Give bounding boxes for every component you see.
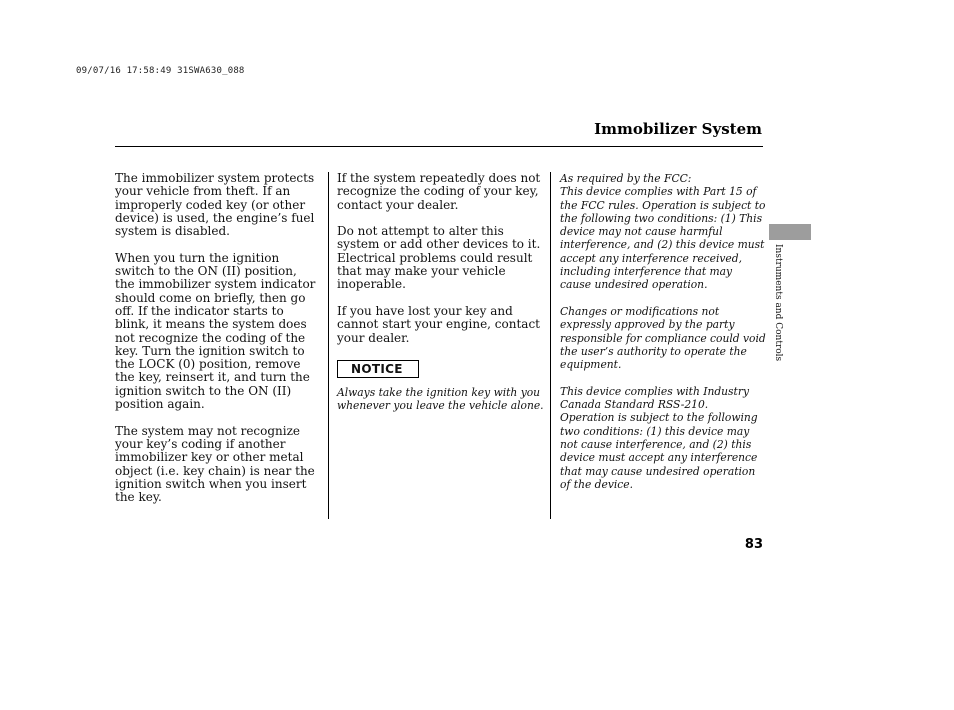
alter-paragraph: Do not attempt to alter this system or add other devices to it. Electrical problems could result that may make your vehicle inoperable. (337, 224, 541, 292)
notice-text: Always take the ignition key with you whenever you leave the vehicle alone. (337, 386, 544, 413)
column-1 (115, 172, 320, 518)
notice-label: NOTICE (337, 360, 419, 378)
fcc-block (560, 172, 766, 292)
ic-line-2: Canada Standard RSS-210. (560, 398, 709, 412)
interference-paragraph: The system may not recognize your key’s coding if another immobilizer key or other metal object (i.e. key chain) is near the ignition switch when you insert the key. (115, 423, 315, 505)
ic-line-1: This device complies with Industry (560, 384, 749, 398)
lost-key-paragraph: If you have lost your key and cannot start your engine, contact your dealer. (337, 303, 540, 345)
column-divider (328, 172, 329, 519)
fcc-heading: As required by the FCC: (560, 172, 692, 185)
column-divider (550, 172, 551, 519)
ignition-paragraph: When you turn the ignition switch to the ON (II) position, the immobilizer system indicator should come on briefly, then go off. If the indicator starts to blink, it means the system does not recognize the coding of the key. Turn the ignition switch to the LOCK (0) position, remove the key, reinsert it, and turn the ignition switch to the ON (II) position again. (115, 250, 316, 412)
intro-paragraph: The immobilizer system protects your vehicle from theft. If an improperly coded key (or other device) is used, the engine’s fuel system is disabled. (115, 171, 315, 239)
page-title: Immobilizer System (594, 120, 762, 138)
fcc-text: This device complies with Part 15 of the FCC rules. Operation is subject to the following two conditions: (1) This device may not cause harmful interference, and (2) this device must accept any interference received, including interference that may cause undesired operation. (560, 185, 766, 292)
section-side-label (771, 244, 785, 374)
page-number: 83 (744, 537, 763, 552)
column-2 (337, 172, 545, 426)
ic-block (560, 385, 766, 491)
repeat-paragraph: If the system repeatedly does not recognize the coding of your key, contact your dealer. (337, 171, 541, 212)
header-rule (115, 146, 763, 147)
ic-text: Operation is subject to the following two conditions: (1) this device may not cause interference, and (2) this device must accept any interference that may cause undesired operation of the device. (560, 411, 758, 491)
section-tab-marker (769, 224, 811, 240)
changes-text: Changes or modifications not expressly approved by the party responsible for compliance could void the user’s authority to operate the equipment. (560, 304, 766, 372)
column-3 (560, 172, 766, 491)
section-label: Instruments and Controls (773, 244, 783, 362)
print-timestamp: 09/07/16 17:58:49 31SWA630_088 (76, 66, 245, 76)
